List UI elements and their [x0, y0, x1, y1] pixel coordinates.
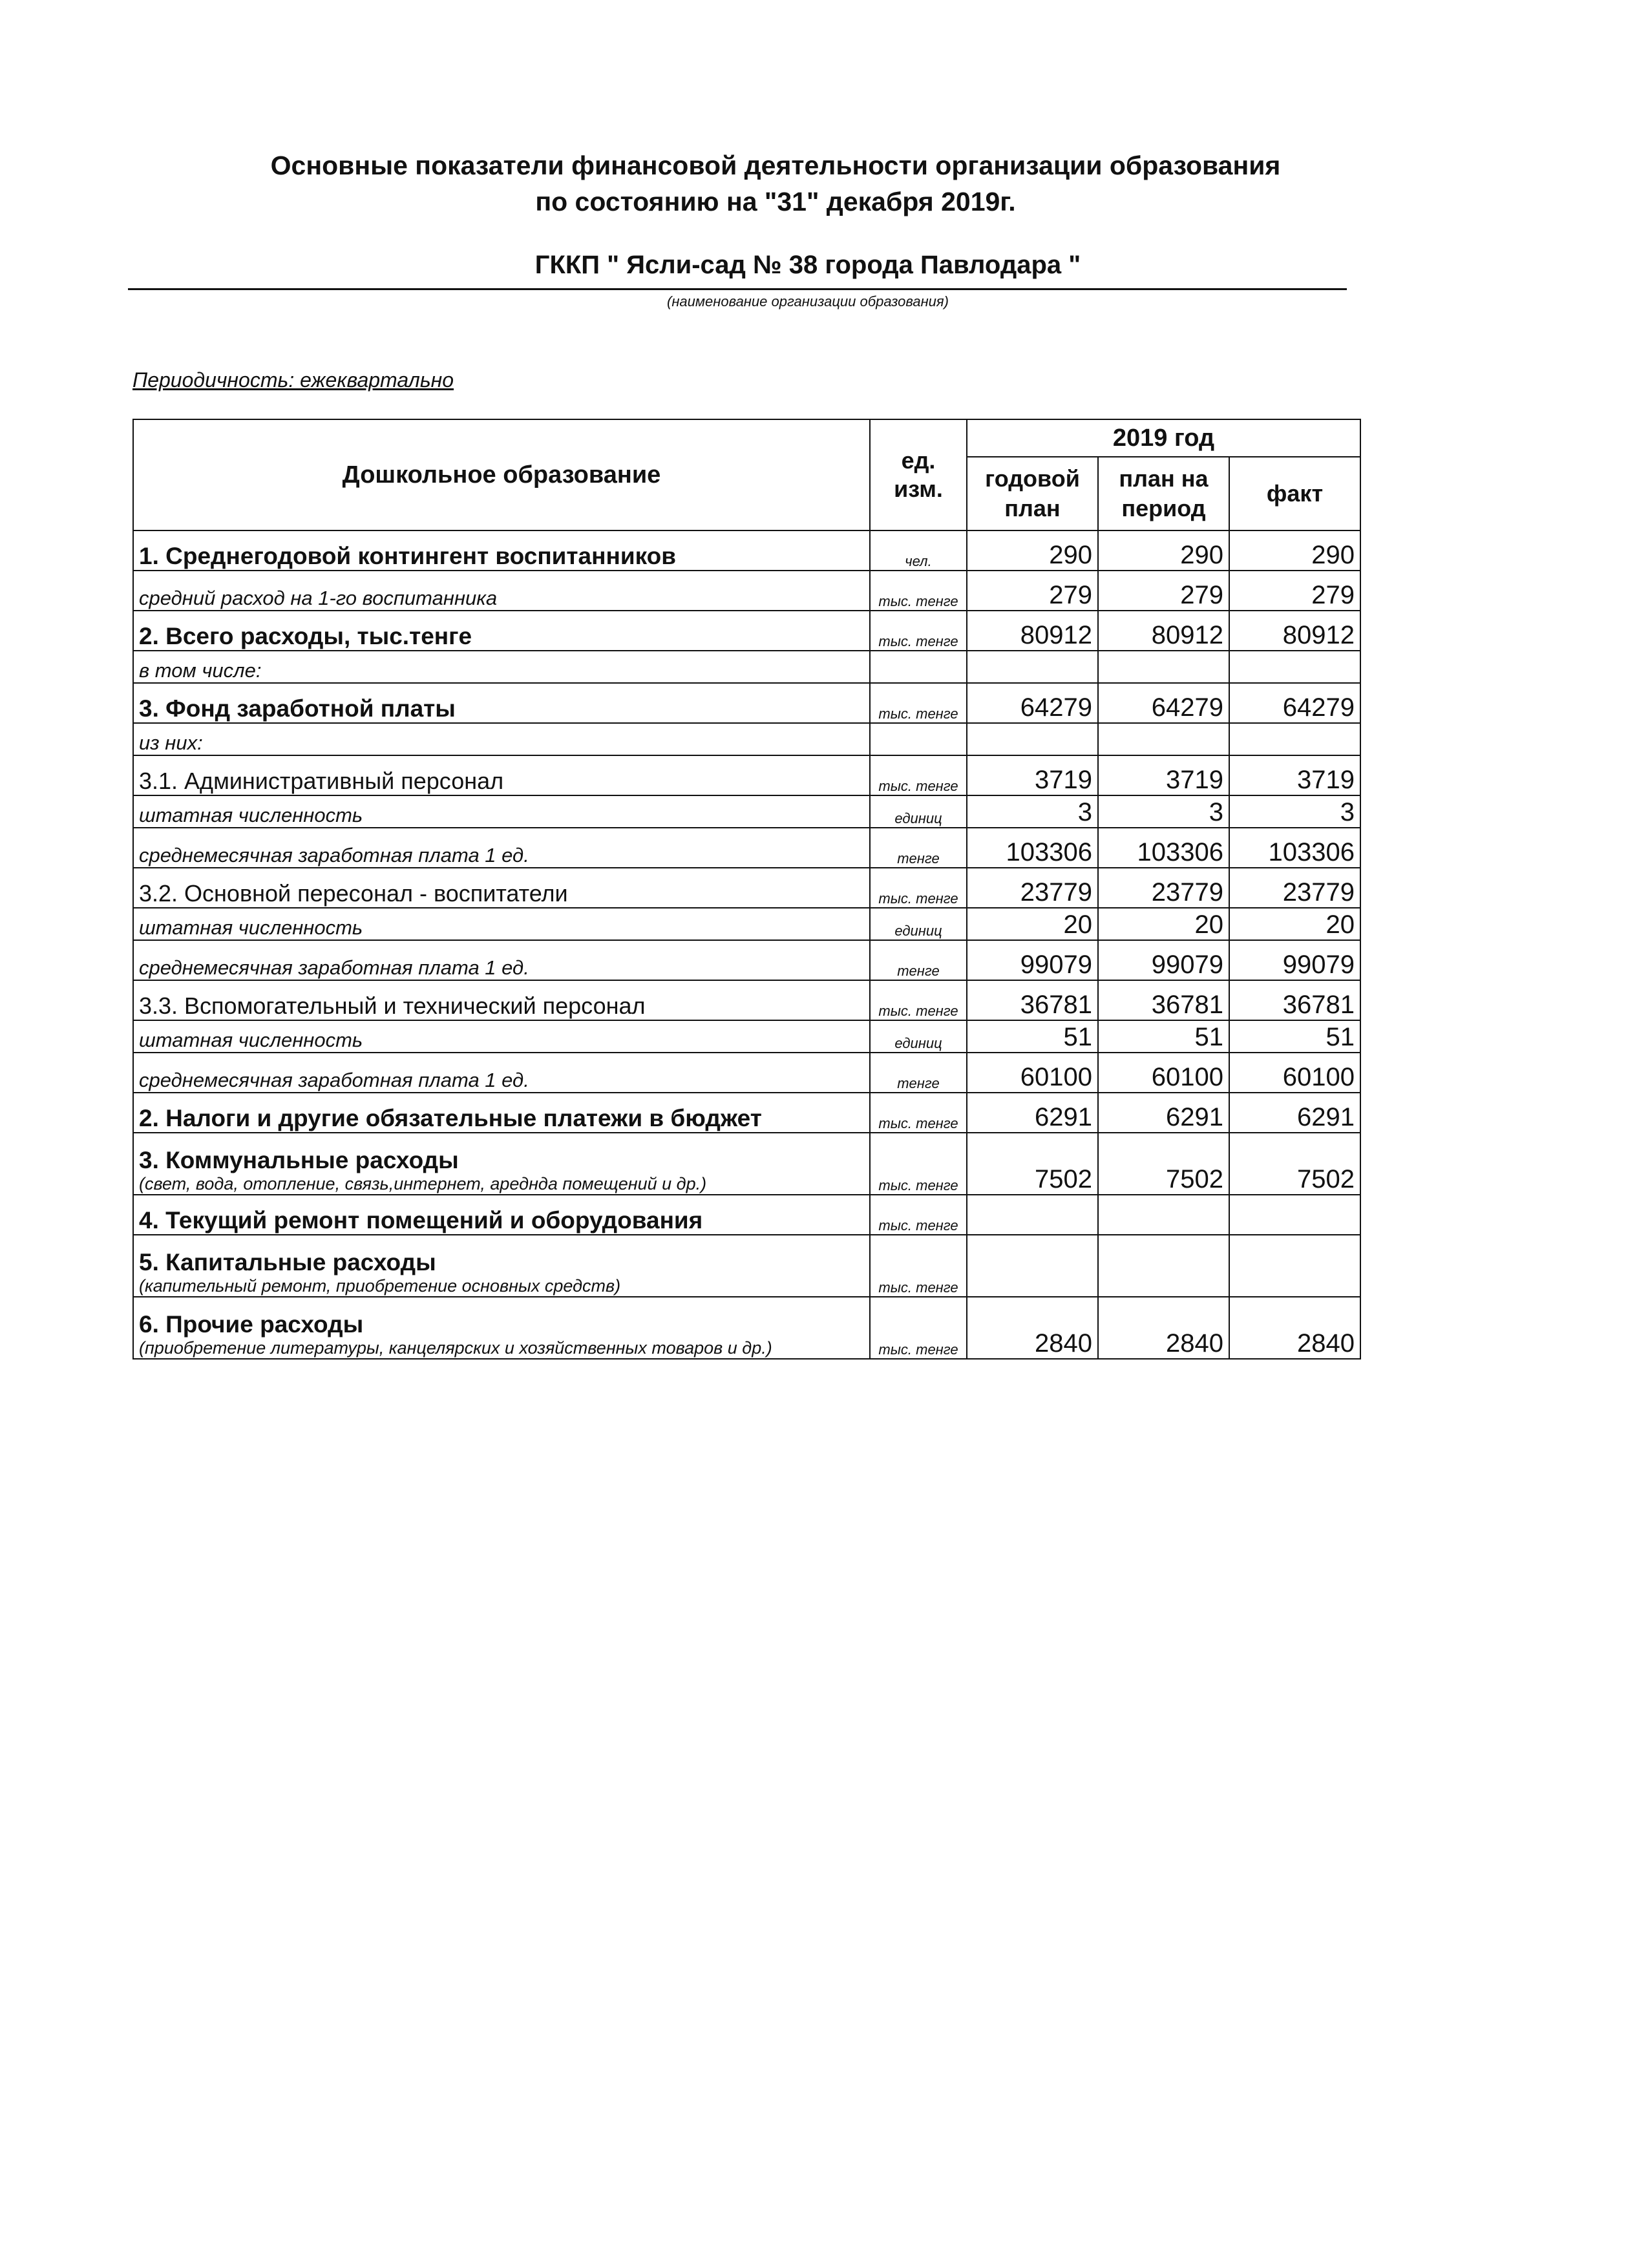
- row-unit: единиц: [870, 795, 967, 828]
- fact-value: 103306: [1229, 828, 1360, 868]
- period-plan-value: 36781: [1098, 980, 1229, 1020]
- row-unit: тыс. тенге: [870, 1235, 967, 1297]
- unit-header: ед. изм.: [870, 419, 967, 530]
- row-label: 1. Среднегодовой контингент воспитанников: [133, 530, 870, 571]
- fact-value: 3719: [1229, 755, 1360, 795]
- table-row: [133, 723, 1360, 755]
- annual-plan-value: 60100: [967, 1053, 1098, 1093]
- annual-plan-value: 36781: [967, 980, 1098, 1020]
- period-plan-value: [1098, 723, 1229, 755]
- row-unit: тыс. тенге: [870, 683, 967, 723]
- period-plan-header: план на период: [1098, 457, 1229, 530]
- annual-plan-value: 7502: [967, 1133, 1098, 1195]
- period-plan-value: 64279: [1098, 683, 1229, 723]
- row-label: 4. Текущий ремонт помещений и оборудования: [133, 1195, 870, 1235]
- annual-plan-value: 103306: [967, 828, 1098, 868]
- fact-value: 51: [1229, 1020, 1360, 1053]
- annual-plan-value: 290: [967, 530, 1098, 571]
- fact-value: 23779: [1229, 868, 1360, 908]
- annual-plan-value: 99079: [967, 940, 1098, 980]
- row-label: в том числе:: [133, 651, 870, 683]
- annual-plan-value: [967, 723, 1098, 755]
- row-label: 2. Налоги и другие обязательные платежи в бюджет: [133, 1093, 870, 1133]
- table-row: [133, 908, 1360, 940]
- row-label: [133, 1235, 870, 1297]
- period-plan-value: 51: [1098, 1020, 1229, 1053]
- fact-value: 279: [1229, 571, 1360, 611]
- period-plan-value: 60100: [1098, 1053, 1229, 1093]
- fact-value: 99079: [1229, 940, 1360, 980]
- fact-value: 290: [1229, 530, 1360, 571]
- annual-plan-value: 279: [967, 571, 1098, 611]
- table-row: [133, 1093, 1360, 1133]
- row-label: среднемесячная заработная плата 1 ед.: [133, 940, 870, 980]
- financial-indicators-table: [132, 419, 1361, 1360]
- row-unit: единиц: [870, 908, 967, 940]
- table-row: [133, 1297, 1360, 1359]
- row-label: среднемесячная заработная плата 1 ед.: [133, 828, 870, 868]
- row-unit: [870, 723, 967, 755]
- document-date: по состоянию на "31" декабря 2019г.: [535, 187, 1016, 216]
- fact-value: 3: [1229, 795, 1360, 828]
- period-plan-value: 3719: [1098, 755, 1229, 795]
- row-label: среднемесячная заработная плата 1 ед.: [133, 1053, 870, 1093]
- row-unit: тыс. тенге: [870, 1195, 967, 1235]
- row-label: средний расход на 1-го воспитанника: [133, 571, 870, 611]
- document-title: Основные показатели финансовой деятельности организации образования: [270, 151, 1281, 180]
- fact-header: факт: [1229, 457, 1360, 530]
- annual-plan-value: 64279: [967, 683, 1098, 723]
- annual-plan-value: 2840: [967, 1297, 1098, 1359]
- row-label: штатная численность: [133, 1020, 870, 1053]
- fact-value: [1229, 1195, 1360, 1235]
- row-title: 5. Капитальные расходы: [139, 1249, 436, 1276]
- fact-value: [1229, 723, 1360, 755]
- period-plan-value: [1098, 651, 1229, 683]
- row-unit: единиц: [870, 1020, 967, 1053]
- fact-value: 20: [1229, 908, 1360, 940]
- period-plan-value: 103306: [1098, 828, 1229, 868]
- period-plan-value: 3: [1098, 795, 1229, 828]
- period-plan-value: 20: [1098, 908, 1229, 940]
- organization-underline: [128, 288, 1347, 290]
- table-row: [133, 530, 1360, 571]
- row-unit: [870, 651, 967, 683]
- row-label: штатная численность: [133, 795, 870, 828]
- row-unit: чел.: [870, 530, 967, 571]
- row-label: 2. Всего расходы, тыс.тенге: [133, 611, 870, 651]
- table-row: [133, 1053, 1360, 1093]
- period-plan-value: 6291: [1098, 1093, 1229, 1133]
- fact-value: 7502: [1229, 1133, 1360, 1195]
- row-unit: тенге: [870, 940, 967, 980]
- row-label: [133, 1133, 870, 1195]
- annual-plan-value: [967, 1195, 1098, 1235]
- annual-plan-value: 3719: [967, 755, 1098, 795]
- row-unit: тыс. тенге: [870, 755, 967, 795]
- fact-value: 80912: [1229, 611, 1360, 651]
- row-unit: тыс. тенге: [870, 571, 967, 611]
- period-plan-value: [1098, 1235, 1229, 1297]
- row-label: из них:: [133, 723, 870, 755]
- annual-plan-header: годовой план: [967, 457, 1098, 530]
- fact-value: 6291: [1229, 1093, 1360, 1133]
- row-unit: тыс. тенге: [870, 1297, 967, 1359]
- row-note: (приобретение литературы, канцелярских и хозяйственных товаров и др.): [139, 1338, 772, 1358]
- fact-value: 60100: [1229, 1053, 1360, 1093]
- table-row: [133, 940, 1360, 980]
- row-label: [133, 1297, 870, 1359]
- period-plan-value: 7502: [1098, 1133, 1229, 1195]
- table-row: [133, 1020, 1360, 1053]
- row-unit: тыс. тенге: [870, 980, 967, 1020]
- period-plan-value: 80912: [1098, 611, 1229, 651]
- table-row: [133, 980, 1360, 1020]
- row-label: 3.1. Административный персонал: [133, 755, 870, 795]
- row-label: 3.3. Вспомогательный и технический персонал: [133, 980, 870, 1020]
- row-unit: тыс. тенге: [870, 868, 967, 908]
- period-plan-value: 279: [1098, 571, 1229, 611]
- annual-plan-value: 51: [967, 1020, 1098, 1053]
- row-title: 3. Коммунальные расходы: [139, 1147, 459, 1173]
- section-header: Дошкольное образование: [133, 419, 870, 530]
- year-header: 2019 год: [967, 419, 1360, 457]
- annual-plan-value: 3: [967, 795, 1098, 828]
- row-label: 3. Фонд заработной платы: [133, 683, 870, 723]
- row-label: 3.2. Основной пересонал - воспитатели: [133, 868, 870, 908]
- annual-plan-value: 20: [967, 908, 1098, 940]
- annual-plan-value: 80912: [967, 611, 1098, 651]
- row-unit: тыс. тенге: [870, 1133, 967, 1195]
- fact-value: 64279: [1229, 683, 1360, 723]
- fact-value: 2840: [1229, 1297, 1360, 1359]
- period-plan-value: [1098, 1195, 1229, 1235]
- fact-value: 36781: [1229, 980, 1360, 1020]
- annual-plan-value: 23779: [967, 868, 1098, 908]
- organization-name: ГККП " Ясли-сад № 38 города Павлодара ": [534, 251, 1081, 279]
- row-unit: тенге: [870, 828, 967, 868]
- row-unit: тыс. тенге: [870, 1093, 967, 1133]
- table-row: [133, 868, 1360, 908]
- period-plan-value: 99079: [1098, 940, 1229, 980]
- fact-value: [1229, 1235, 1360, 1297]
- row-unit: тыс. тенге: [870, 611, 967, 651]
- table-row: [133, 611, 1360, 651]
- table-row: [133, 683, 1360, 723]
- annual-plan-value: [967, 651, 1098, 683]
- organization-caption: (наименование организации образования): [667, 293, 949, 310]
- period-plan-value: 290: [1098, 530, 1229, 571]
- period-plan-value: 23779: [1098, 868, 1229, 908]
- periodicity-label: Периодичность: ежеквартально: [132, 368, 454, 392]
- table-row: [133, 1195, 1360, 1235]
- row-note: (капительный ремонт, приобретение основных средств): [139, 1276, 621, 1296]
- table-row: [133, 571, 1360, 611]
- table-row: [133, 828, 1360, 868]
- table-row: [133, 651, 1360, 683]
- annual-plan-value: [967, 1235, 1098, 1297]
- annual-plan-value: 6291: [967, 1093, 1098, 1133]
- table-row: [133, 755, 1360, 795]
- row-label: штатная численность: [133, 908, 870, 940]
- period-plan-value: 2840: [1098, 1297, 1229, 1359]
- row-title: 6. Прочие расходы: [139, 1311, 364, 1338]
- row-note: (свет, вода, отопление, связь,интернет, ареднда помещений и др.): [139, 1174, 707, 1193]
- row-unit: тенге: [870, 1053, 967, 1093]
- table-row: [133, 1133, 1360, 1195]
- table-row: [133, 1235, 1360, 1297]
- table-row: [133, 795, 1360, 828]
- fact-value: [1229, 651, 1360, 683]
